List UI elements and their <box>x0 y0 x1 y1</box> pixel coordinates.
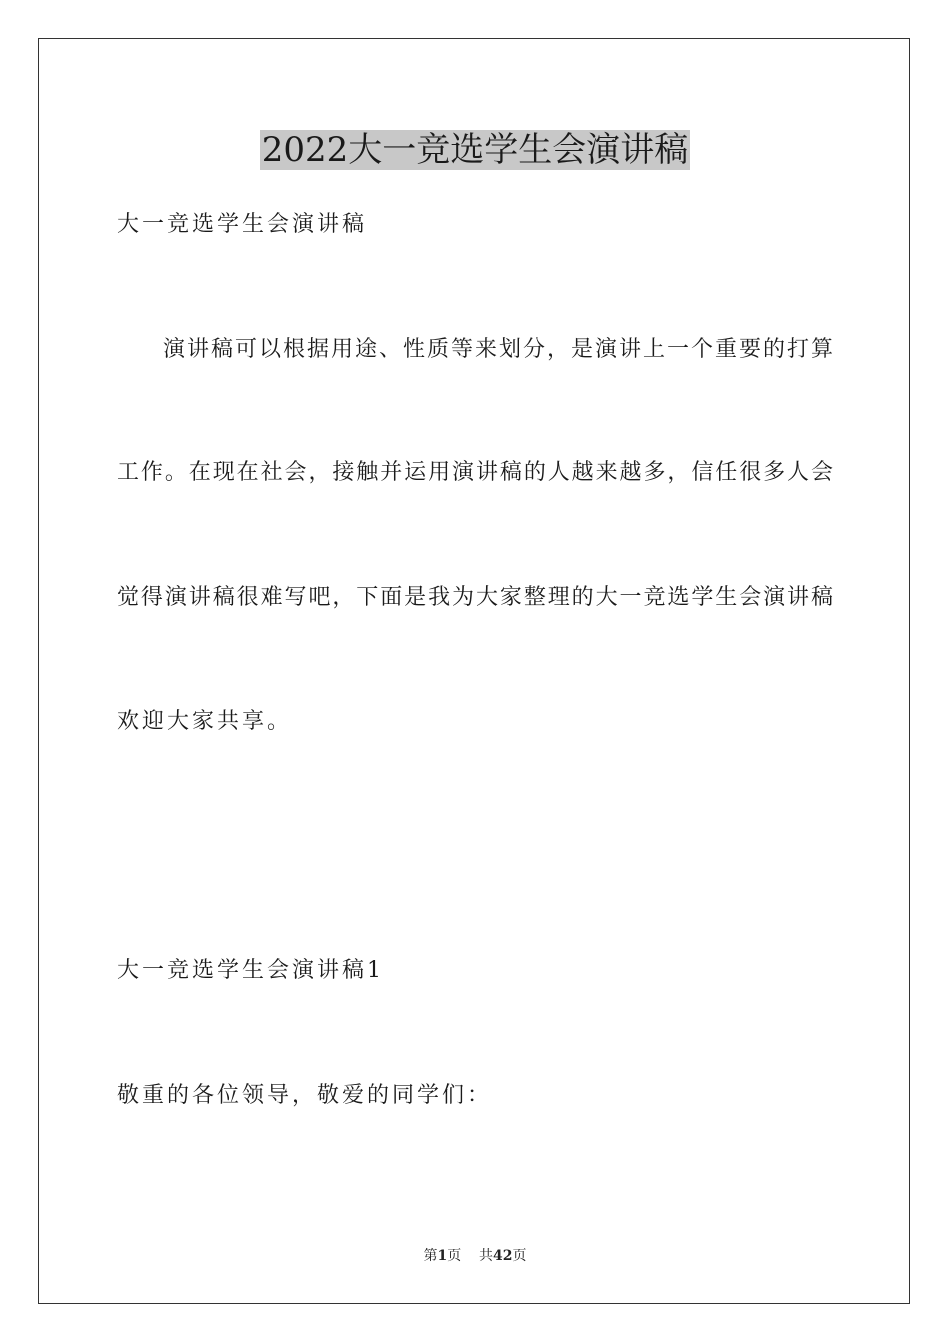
footer-total-suffix: 页 <box>512 1248 527 1264</box>
intro-line-4: 欢迎大家共享。 <box>117 709 293 734</box>
intro-line-1: 演讲稿可以根据用途、性质等来划分，是演讲上一个重要的打算 <box>163 337 833 362</box>
footer-page-suffix: 页 <box>447 1248 462 1264</box>
footer-total-pages: 42 <box>493 1248 513 1264</box>
footer-page-number: 1 <box>437 1248 448 1264</box>
intro-line-3: 觉得演讲稿很难写吧，下面是我为大家整理的大一竞选学生会演讲稿 <box>117 585 833 610</box>
intro-line-2: 工作。在现在社会，接触并运用演讲稿的人越来越多，信任很多人会 <box>117 460 833 485</box>
section-heading: 大一竞选学生会演讲稿1 <box>117 958 384 983</box>
document-title <box>0 128 950 172</box>
page-footer <box>0 1246 950 1266</box>
salutation: 敬重的各位领导，敬爱的同学们： <box>117 1083 493 1108</box>
document-title-text: 2022大一竞选学生会演讲稿 <box>261 130 689 170</box>
footer-page-prefix: 第 <box>423 1248 438 1264</box>
footer-total-prefix: 共 <box>479 1248 494 1264</box>
document-subtitle: 大一竞选学生会演讲稿 <box>117 212 368 237</box>
